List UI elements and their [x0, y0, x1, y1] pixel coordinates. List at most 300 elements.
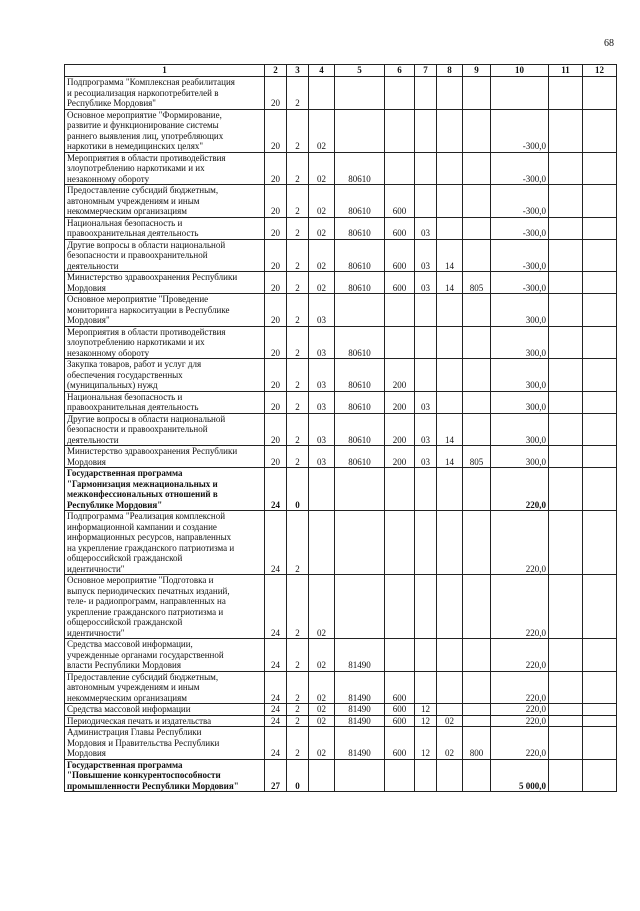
row-cell-c4 — [309, 511, 335, 575]
row-cell-c9: 805 — [463, 272, 491, 294]
row-cell-c7 — [415, 359, 437, 392]
row-cell-c7 — [415, 575, 437, 639]
row-cell-c8 — [437, 109, 463, 152]
row-cell-c10: 5 000,0 — [491, 759, 549, 792]
row-cell-c4: 03 — [309, 359, 335, 392]
row-cell-c8: 14 — [437, 272, 463, 294]
row-cell-c11 — [549, 185, 583, 218]
row-cell-c9 — [463, 239, 491, 272]
row-cell-c3: 2 — [287, 359, 309, 392]
row-cell-c9 — [463, 152, 491, 185]
row-cell-c11 — [549, 759, 583, 792]
row-cell-c8 — [437, 704, 463, 716]
row-cell-c6: 600 — [385, 715, 415, 727]
row-cell-c10: -300,0 — [491, 185, 549, 218]
row-cell-c11 — [549, 727, 583, 760]
row-cell-c12 — [583, 575, 617, 639]
row-cell-c12 — [583, 446, 617, 468]
row-name-cell: Основное мероприятие "Подготовка и выпуск периодических печатных изданий, теле- и радиопрограмм, направленных на укрепление гражданского патриотизма и общероссийской гражданской идентичности" — [65, 575, 265, 639]
row-cell-c4: 02 — [309, 109, 335, 152]
row-cell-c2: 27 — [265, 759, 287, 792]
row-cell-c5: 80610 — [335, 359, 385, 392]
row-cell-c8: 02 — [437, 715, 463, 727]
budget-table — [64, 64, 617, 792]
row-name-cell: Средства массовой информации — [65, 704, 265, 716]
table-row — [65, 217, 617, 239]
row-cell-c5: 80610 — [335, 413, 385, 446]
row-cell-c7: 12 — [415, 727, 437, 760]
row-cell-c9 — [463, 413, 491, 446]
row-cell-c9 — [463, 715, 491, 727]
row-cell-c12 — [583, 217, 617, 239]
row-cell-c2: 20 — [265, 239, 287, 272]
row-cell-c6 — [385, 152, 415, 185]
column-header: 9 — [463, 65, 491, 77]
row-cell-c10: 220,0 — [491, 639, 549, 672]
table-row — [65, 359, 617, 392]
row-cell-c6: 600 — [385, 272, 415, 294]
row-cell-c8: 02 — [437, 727, 463, 760]
row-cell-c3: 2 — [287, 152, 309, 185]
table-row — [65, 294, 617, 327]
row-cell-c9 — [463, 294, 491, 327]
row-cell-c10: 220,0 — [491, 468, 549, 511]
row-cell-c3: 2 — [287, 671, 309, 704]
row-cell-c5: 81490 — [335, 715, 385, 727]
row-name-cell: Администрация Главы Республики Мордовия и Правительства Республики Мордовия — [65, 727, 265, 760]
row-name-cell: Средства массовой информации, учрежденные органами государственной власти Республики Мордовия — [65, 639, 265, 672]
table-row — [65, 413, 617, 446]
row-cell-c9 — [463, 326, 491, 359]
column-header: 10 — [491, 65, 549, 77]
row-cell-c10: 220,0 — [491, 715, 549, 727]
row-cell-c12 — [583, 759, 617, 792]
row-name-cell: Государственная программа "Повышение конкурентоспособности промышленности Республики Мордовия" — [65, 759, 265, 792]
row-cell-c8 — [437, 294, 463, 327]
row-cell-c2: 20 — [265, 272, 287, 294]
column-header: 12 — [583, 65, 617, 77]
row-cell-c5 — [335, 511, 385, 575]
table-row — [65, 468, 617, 511]
row-cell-c9: 800 — [463, 727, 491, 760]
row-cell-c9 — [463, 704, 491, 716]
row-cell-c5: 81490 — [335, 704, 385, 716]
row-cell-c10: 220,0 — [491, 511, 549, 575]
row-cell-c5: 80610 — [335, 152, 385, 185]
row-cell-c12 — [583, 152, 617, 185]
row-cell-c6 — [385, 109, 415, 152]
row-cell-c8 — [437, 359, 463, 392]
row-cell-c4: 02 — [309, 715, 335, 727]
row-cell-c12 — [583, 704, 617, 716]
row-cell-c6 — [385, 326, 415, 359]
row-cell-c4: 02 — [309, 639, 335, 672]
row-cell-c7: 03 — [415, 446, 437, 468]
row-cell-c5: 81490 — [335, 727, 385, 760]
row-cell-c7 — [415, 639, 437, 672]
row-cell-c12 — [583, 413, 617, 446]
table-row — [65, 391, 617, 413]
row-cell-c12 — [583, 77, 617, 110]
row-cell-c5: 80610 — [335, 326, 385, 359]
row-name-cell: Министерство здравоохранения Республики Мордовия — [65, 272, 265, 294]
row-name-cell: Другие вопросы в области национальной безопасности и правоохранительной деятельности — [65, 413, 265, 446]
row-cell-c5: 80610 — [335, 217, 385, 239]
row-cell-c10: 220,0 — [491, 727, 549, 760]
row-name-cell: Министерство здравоохранения Республики Мордовия — [65, 446, 265, 468]
row-cell-c2: 20 — [265, 413, 287, 446]
row-cell-c2: 24 — [265, 511, 287, 575]
table-row — [65, 326, 617, 359]
row-cell-c5: 80610 — [335, 446, 385, 468]
row-cell-c3: 2 — [287, 77, 309, 110]
row-cell-c2: 20 — [265, 446, 287, 468]
row-cell-c4: 02 — [309, 575, 335, 639]
row-cell-c7 — [415, 671, 437, 704]
row-cell-c10: 300,0 — [491, 413, 549, 446]
row-cell-c8 — [437, 468, 463, 511]
row-cell-c5: 80610 — [335, 391, 385, 413]
row-cell-c3: 2 — [287, 715, 309, 727]
row-cell-c2: 24 — [265, 639, 287, 672]
row-cell-c10: 300,0 — [491, 446, 549, 468]
row-cell-c4 — [309, 759, 335, 792]
row-cell-c2: 20 — [265, 77, 287, 110]
row-cell-c11 — [549, 359, 583, 392]
row-cell-c3: 2 — [287, 413, 309, 446]
row-cell-c5: 80610 — [335, 185, 385, 218]
row-cell-c2: 20 — [265, 152, 287, 185]
row-cell-c12 — [583, 272, 617, 294]
row-cell-c9 — [463, 109, 491, 152]
row-name-cell: Подпрограмма "Комплексная реабилитация и ресоциализация наркопотребителей в Республике Мордовия" — [65, 77, 265, 110]
table-row — [65, 759, 617, 792]
row-cell-c7: 03 — [415, 272, 437, 294]
row-cell-c6: 600 — [385, 239, 415, 272]
row-cell-c7 — [415, 759, 437, 792]
row-cell-c2: 24 — [265, 468, 287, 511]
row-cell-c5: 80610 — [335, 239, 385, 272]
table-row — [65, 185, 617, 218]
row-cell-c11 — [549, 152, 583, 185]
row-cell-c5: 80610 — [335, 272, 385, 294]
row-cell-c9 — [463, 575, 491, 639]
row-cell-c8 — [437, 326, 463, 359]
row-cell-c4: 03 — [309, 391, 335, 413]
row-cell-c11 — [549, 446, 583, 468]
row-cell-c10: -300,0 — [491, 239, 549, 272]
table-row — [65, 77, 617, 110]
row-cell-c9 — [463, 359, 491, 392]
row-cell-c7 — [415, 511, 437, 575]
row-name-cell: Предоставление субсидий бюджетным, автономным учреждениям и иным некоммерческим организациям — [65, 185, 265, 218]
row-cell-c5: 81490 — [335, 671, 385, 704]
row-cell-c7 — [415, 326, 437, 359]
row-cell-c2: 20 — [265, 359, 287, 392]
table-row — [65, 446, 617, 468]
row-cell-c8: 14 — [437, 446, 463, 468]
row-cell-c11 — [549, 671, 583, 704]
row-cell-c7 — [415, 109, 437, 152]
row-cell-c10: 220,0 — [491, 671, 549, 704]
row-cell-c11 — [549, 413, 583, 446]
row-cell-c6 — [385, 294, 415, 327]
row-cell-c7: 12 — [415, 704, 437, 716]
row-name-cell: Основное мероприятие "Формирование, развитие и функционирование системы раннего выявления лиц, употребляющих наркотики в немедицинских целях" — [65, 109, 265, 152]
row-cell-c11 — [549, 239, 583, 272]
row-name-cell: Другие вопросы в области национальной безопасности и правоохранительной деятельности — [65, 239, 265, 272]
row-cell-c2: 20 — [265, 391, 287, 413]
row-cell-c8: 14 — [437, 239, 463, 272]
row-cell-c12 — [583, 359, 617, 392]
row-cell-c7: 03 — [415, 239, 437, 272]
table-row — [65, 152, 617, 185]
table-header-row — [65, 65, 617, 77]
row-cell-c5: 81490 — [335, 639, 385, 672]
row-cell-c4: 02 — [309, 152, 335, 185]
table-row — [65, 239, 617, 272]
row-cell-c8 — [437, 152, 463, 185]
row-cell-c6 — [385, 511, 415, 575]
row-cell-c10: 300,0 — [491, 391, 549, 413]
row-cell-c11 — [549, 639, 583, 672]
row-cell-c4: 02 — [309, 727, 335, 760]
row-cell-c12 — [583, 639, 617, 672]
row-cell-c5 — [335, 294, 385, 327]
column-header: 5 — [335, 65, 385, 77]
row-cell-c8 — [437, 575, 463, 639]
row-name-cell: Периодическая печать и издательства — [65, 715, 265, 727]
row-cell-c3: 2 — [287, 109, 309, 152]
row-cell-c8 — [437, 759, 463, 792]
row-cell-c9: 805 — [463, 446, 491, 468]
row-cell-c6: 600 — [385, 704, 415, 716]
row-cell-c8 — [437, 391, 463, 413]
row-cell-c12 — [583, 715, 617, 727]
table-row — [65, 575, 617, 639]
row-cell-c6 — [385, 77, 415, 110]
row-cell-c11 — [549, 575, 583, 639]
row-cell-c4: 03 — [309, 326, 335, 359]
table-row — [65, 272, 617, 294]
row-cell-c6 — [385, 759, 415, 792]
row-cell-c8 — [437, 217, 463, 239]
row-cell-c10: -300,0 — [491, 272, 549, 294]
row-cell-c4: 02 — [309, 272, 335, 294]
table-row — [65, 704, 617, 716]
row-cell-c5 — [335, 759, 385, 792]
row-cell-c4: 03 — [309, 446, 335, 468]
row-cell-c5 — [335, 77, 385, 110]
row-name-cell: Подпрограмма "Реализация комплексной информационной кампании и создание информационных ресурсов, направленных на укрепление гражданского патриотизма и общероссийской гражданской идентичности" — [65, 511, 265, 575]
row-cell-c12 — [583, 391, 617, 413]
row-cell-c11 — [549, 77, 583, 110]
row-name-cell: Мероприятия в области противодействия злоупотреблению наркотиками и их незаконному обороту — [65, 152, 265, 185]
row-cell-c6: 200 — [385, 391, 415, 413]
table-row — [65, 639, 617, 672]
row-cell-c10: 220,0 — [491, 575, 549, 639]
row-cell-c6 — [385, 468, 415, 511]
row-cell-c7 — [415, 152, 437, 185]
row-cell-c7: 12 — [415, 715, 437, 727]
row-cell-c6 — [385, 575, 415, 639]
row-cell-c4: 02 — [309, 704, 335, 716]
row-cell-c3: 2 — [287, 239, 309, 272]
row-cell-c3: 2 — [287, 391, 309, 413]
row-cell-c11 — [549, 715, 583, 727]
column-header: 3 — [287, 65, 309, 77]
row-name-cell: Основное мероприятие "Проведение мониторинга наркоситуации в Республике Мордовия" — [65, 294, 265, 327]
row-cell-c11 — [549, 217, 583, 239]
row-cell-c2: 24 — [265, 704, 287, 716]
column-header: 2 — [265, 65, 287, 77]
row-cell-c3: 2 — [287, 639, 309, 672]
row-name-cell: Мероприятия в области противодействия злоупотреблению наркотиками и их незаконному обороту — [65, 326, 265, 359]
row-cell-c3: 2 — [287, 326, 309, 359]
row-cell-c9 — [463, 759, 491, 792]
row-cell-c9 — [463, 671, 491, 704]
row-cell-c4: 03 — [309, 413, 335, 446]
row-cell-c8 — [437, 511, 463, 575]
row-cell-c2: 20 — [265, 109, 287, 152]
row-cell-c3: 2 — [287, 272, 309, 294]
row-cell-c7: 03 — [415, 217, 437, 239]
row-cell-c8 — [437, 639, 463, 672]
table-row — [65, 109, 617, 152]
row-cell-c9 — [463, 639, 491, 672]
column-header: 8 — [437, 65, 463, 77]
column-header: 11 — [549, 65, 583, 77]
row-cell-c3: 2 — [287, 446, 309, 468]
table-row — [65, 715, 617, 727]
row-cell-c9 — [463, 217, 491, 239]
row-cell-c6: 200 — [385, 359, 415, 392]
row-cell-c12 — [583, 294, 617, 327]
row-cell-c8 — [437, 671, 463, 704]
row-cell-c7: 03 — [415, 413, 437, 446]
row-cell-c6: 200 — [385, 446, 415, 468]
row-cell-c7 — [415, 294, 437, 327]
row-cell-c12 — [583, 468, 617, 511]
row-cell-c4: 02 — [309, 239, 335, 272]
row-cell-c10: 300,0 — [491, 294, 549, 327]
row-cell-c12 — [583, 727, 617, 760]
row-cell-c12 — [583, 239, 617, 272]
row-cell-c2: 20 — [265, 217, 287, 239]
table-body — [65, 77, 617, 792]
row-cell-c4: 02 — [309, 217, 335, 239]
row-cell-c4: 03 — [309, 294, 335, 327]
row-cell-c5 — [335, 109, 385, 152]
row-cell-c6: 600 — [385, 727, 415, 760]
table-row — [65, 511, 617, 575]
row-cell-c11 — [549, 511, 583, 575]
row-cell-c10: -300,0 — [491, 152, 549, 185]
row-cell-c9 — [463, 77, 491, 110]
row-cell-c6: 600 — [385, 671, 415, 704]
row-cell-c9 — [463, 185, 491, 218]
row-cell-c2: 20 — [265, 185, 287, 218]
row-cell-c10: -300,0 — [491, 109, 549, 152]
row-cell-c9 — [463, 391, 491, 413]
row-name-cell: Закупка товаров, работ и услуг для обеспечения государственных (муниципальных) нужд — [65, 359, 265, 392]
row-cell-c4: 02 — [309, 671, 335, 704]
row-cell-c12 — [583, 511, 617, 575]
column-header: 4 — [309, 65, 335, 77]
row-cell-c11 — [549, 468, 583, 511]
row-cell-c3: 0 — [287, 468, 309, 511]
row-cell-c7 — [415, 468, 437, 511]
column-header: 1 — [65, 65, 265, 77]
row-cell-c11 — [549, 391, 583, 413]
row-cell-c5 — [335, 468, 385, 511]
row-cell-c4 — [309, 468, 335, 511]
row-cell-c9 — [463, 468, 491, 511]
row-cell-c6: 600 — [385, 217, 415, 239]
row-cell-c10: -300,0 — [491, 217, 549, 239]
row-cell-c3: 2 — [287, 217, 309, 239]
row-cell-c10: 220,0 — [491, 704, 549, 716]
column-header: 6 — [385, 65, 415, 77]
row-cell-c3: 2 — [287, 511, 309, 575]
table-row — [65, 727, 617, 760]
row-cell-c11 — [549, 326, 583, 359]
row-cell-c2: 20 — [265, 294, 287, 327]
row-cell-c7: 03 — [415, 391, 437, 413]
table-row — [65, 671, 617, 704]
row-cell-c8: 14 — [437, 413, 463, 446]
row-cell-c8 — [437, 185, 463, 218]
row-cell-c3: 2 — [287, 294, 309, 327]
row-cell-c3: 0 — [287, 759, 309, 792]
row-cell-c4 — [309, 77, 335, 110]
page-number: 68 — [604, 38, 614, 49]
row-cell-c7 — [415, 185, 437, 218]
row-cell-c6: 600 — [385, 185, 415, 218]
row-cell-c12 — [583, 671, 617, 704]
row-cell-c11 — [549, 272, 583, 294]
row-cell-c7 — [415, 77, 437, 110]
row-cell-c2: 24 — [265, 715, 287, 727]
row-cell-c12 — [583, 326, 617, 359]
row-cell-c11 — [549, 294, 583, 327]
row-name-cell: Национальная безопасность и правоохранительная деятельность — [65, 217, 265, 239]
row-cell-c11 — [549, 109, 583, 152]
row-cell-c3: 2 — [287, 575, 309, 639]
row-cell-c10 — [491, 77, 549, 110]
row-cell-c6 — [385, 639, 415, 672]
row-cell-c3: 2 — [287, 185, 309, 218]
row-cell-c12 — [583, 109, 617, 152]
row-name-cell: Предоставление субсидий бюджетным, автономным учреждениям и иным некоммерческим организациям — [65, 671, 265, 704]
row-cell-c6: 200 — [385, 413, 415, 446]
column-header: 7 — [415, 65, 437, 77]
row-cell-c4: 02 — [309, 185, 335, 218]
row-cell-c11 — [549, 704, 583, 716]
row-cell-c10: 300,0 — [491, 359, 549, 392]
row-cell-c3: 2 — [287, 727, 309, 760]
row-cell-c3: 2 — [287, 704, 309, 716]
row-cell-c9 — [463, 511, 491, 575]
row-cell-c2: 20 — [265, 326, 287, 359]
row-cell-c2: 24 — [265, 671, 287, 704]
row-cell-c12 — [583, 185, 617, 218]
row-cell-c2: 24 — [265, 575, 287, 639]
row-cell-c5 — [335, 575, 385, 639]
row-name-cell: Государственная программа "Гармонизация межнациональных и межконфессиональных отношений в Республике Мордовия" — [65, 468, 265, 511]
row-cell-c2: 24 — [265, 727, 287, 760]
row-cell-c10: 300,0 — [491, 326, 549, 359]
